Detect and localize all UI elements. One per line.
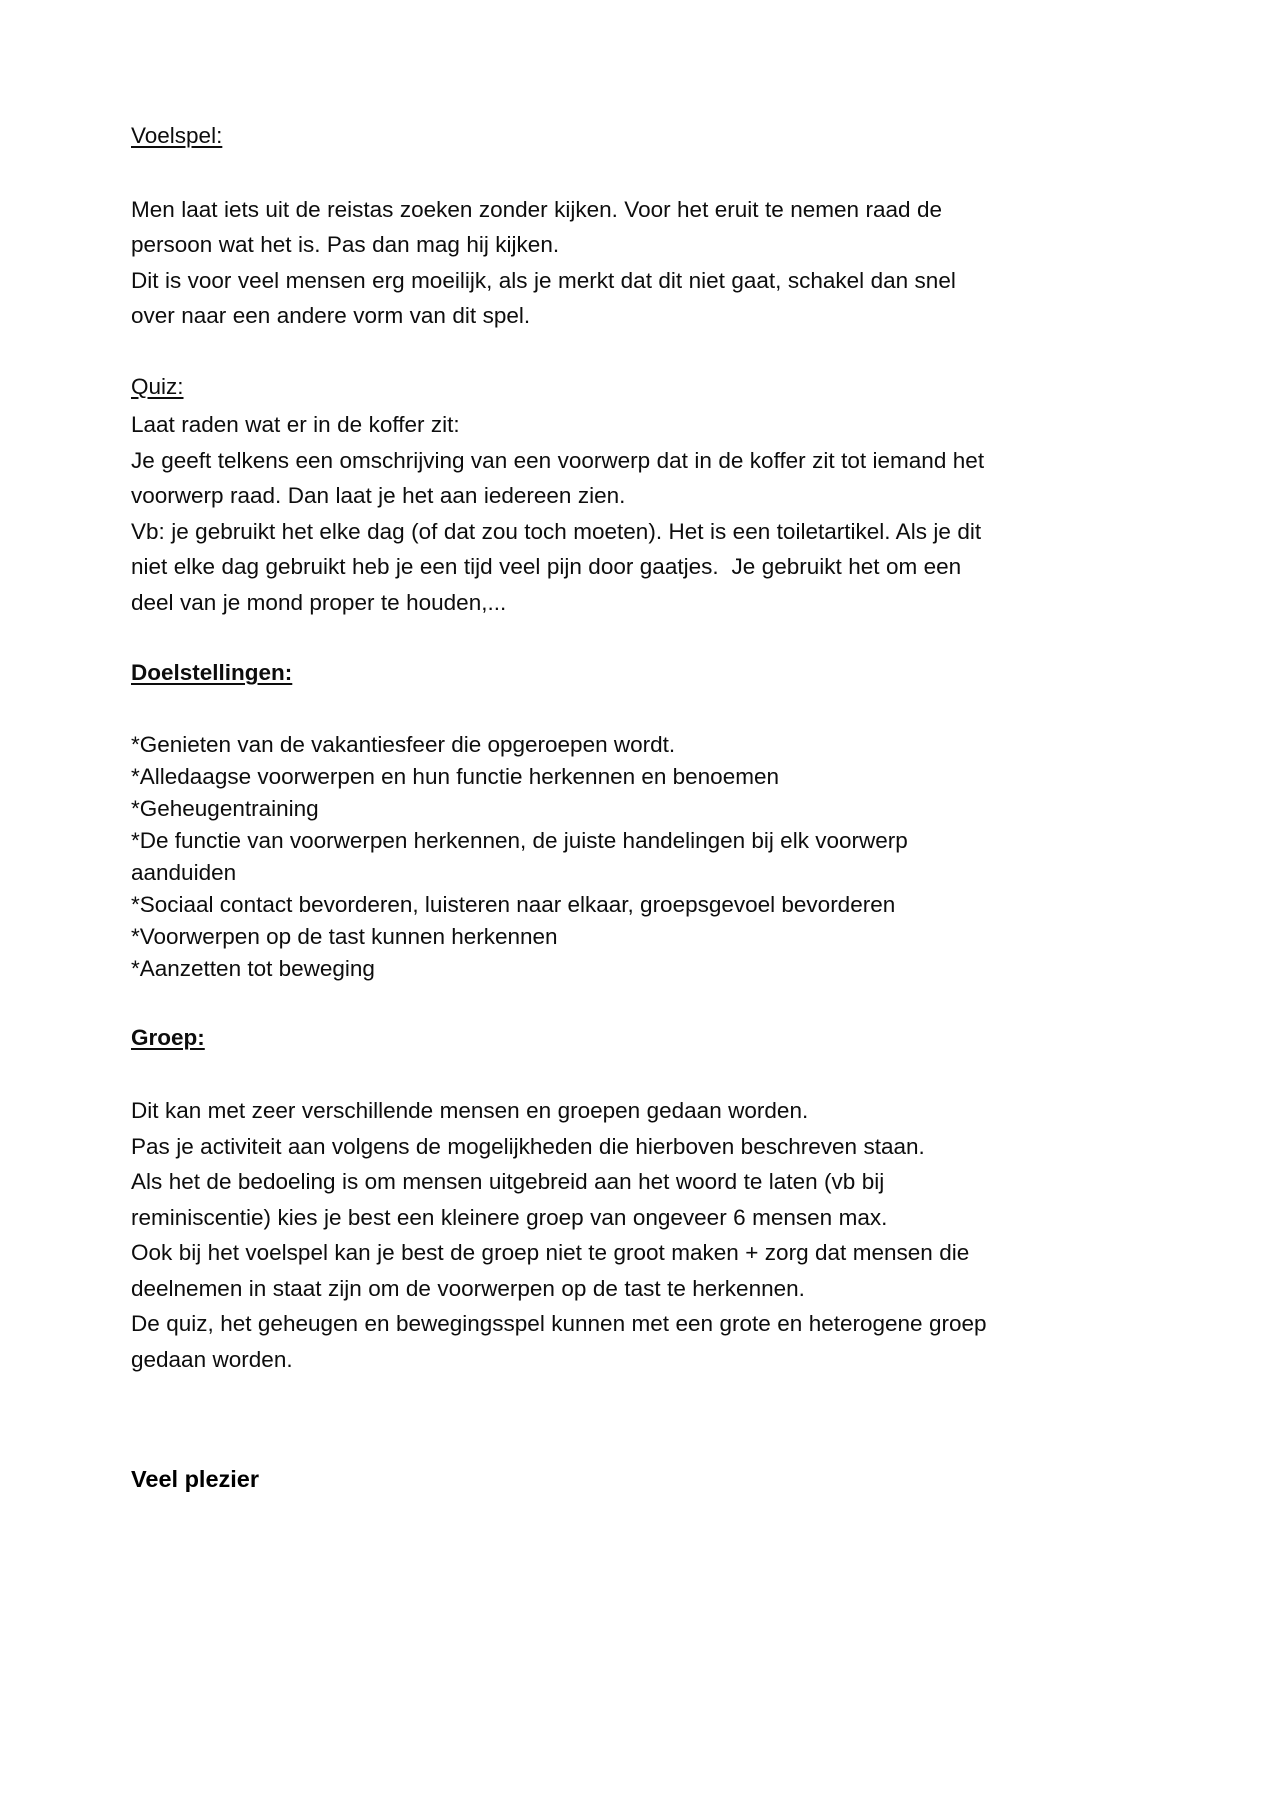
section-heading-quiz: Quiz: [131,373,184,399]
section-heading-voelspel: Voelspel: [131,123,223,148]
list-item: *Sociaal contact bevorderen, luisteren naar elkaar, groepsgevoel bevorderen [131,891,896,917]
section-heading-groep-row [131,1020,1001,1059]
paragraph-groep-3: Als het de bedoeling is om mensen uitgebreid aan het woord te laten (vb bij reminiscentie) kies je best een kleinere groep van ongeveer 6 mensen max. [131,1169,891,1230]
list-item: *Alledaagse voorwerpen en hun functie herkennen en benoemen [131,763,779,789]
list-item: *Voorwerpen op de tast kunnen herkennen [131,923,558,949]
spacer [131,694,1001,729]
spacer [131,334,1001,369]
paragraph-voelspel-2: Dit is voor veel mensen erg moeilijk, als je merkt dat dit niet gaat, schakel dan snel over naar een andere vorm van dit spel. [131,267,963,328]
paragraph-quiz-1: Laat raden wat er in de koffer zit: [131,412,460,437]
spacer [131,1377,1001,1463]
section-heading-groep: Groep: [131,1024,205,1050]
spacer [131,1058,1001,1093]
paragraph-groep-4: Ook bij het voelspel kan je best de groep niet te groot maken + zorg dat mensen die deelnemen in staat zijn om de voorwerpen op de tast te herkennen. [131,1240,976,1301]
paragraph-groep-1: Dit kan met zeer verschillende mensen en groepen gedaan worden. [131,1098,809,1123]
list-item: *Aanzetten tot beweging [131,955,375,981]
list-item: *Geheugentraining [131,795,319,821]
spacer [131,620,1001,655]
section-heading-quiz-row [131,369,1001,408]
spacer [131,157,1001,192]
paragraph-quiz-3: Vb: je gebruikt het elke dag (of dat zou toch moeten). Het is een toiletartikel. Als je dit niet elke dag gebruikt heb je een tijd veel pijn door gaatjes. Je gebruikt het om een deel van je mond proper te houden,... [131,518,988,615]
section-heading-doelstellingen: Doelstellingen: [131,660,293,685]
paragraph-voelspel-1: Men laat iets uit de reistas zoeken zonder kijken. Voor het eruit te nemen raad de persoon wat het is. Pas dan mag hij kijken. [131,196,949,257]
paragraph-quiz-2: Je geeft telkens een omschrijving van een voorwerp dat in de koffer zit tot iemand het voorwerp raad. Dan laat je het aan iedereen zien. [131,447,991,508]
section-heading-doelstellingen-row [131,655,1001,694]
paragraph-groep-2: Pas je activiteit aan volgens de mogelijkheden die hierboven beschreven staan. [131,1133,925,1159]
section-heading-voelspel-row [131,118,1001,157]
document-body [131,118,1001,1495]
closing-line: Veel plezier [131,1466,260,1492]
list-item: *Genieten van de vakantiesfeer die opgeroepen wordt. [131,731,676,757]
paragraph-groep-5: De quiz, het geheugen en bewegingsspel kunnen met een grote en heterogene groep gedaan worden. [131,1311,993,1372]
spacer [131,985,1001,1020]
list-item: *De functie van voorwerpen herkennen, de juiste handelingen bij elk voorwerp aanduiden [131,827,914,885]
